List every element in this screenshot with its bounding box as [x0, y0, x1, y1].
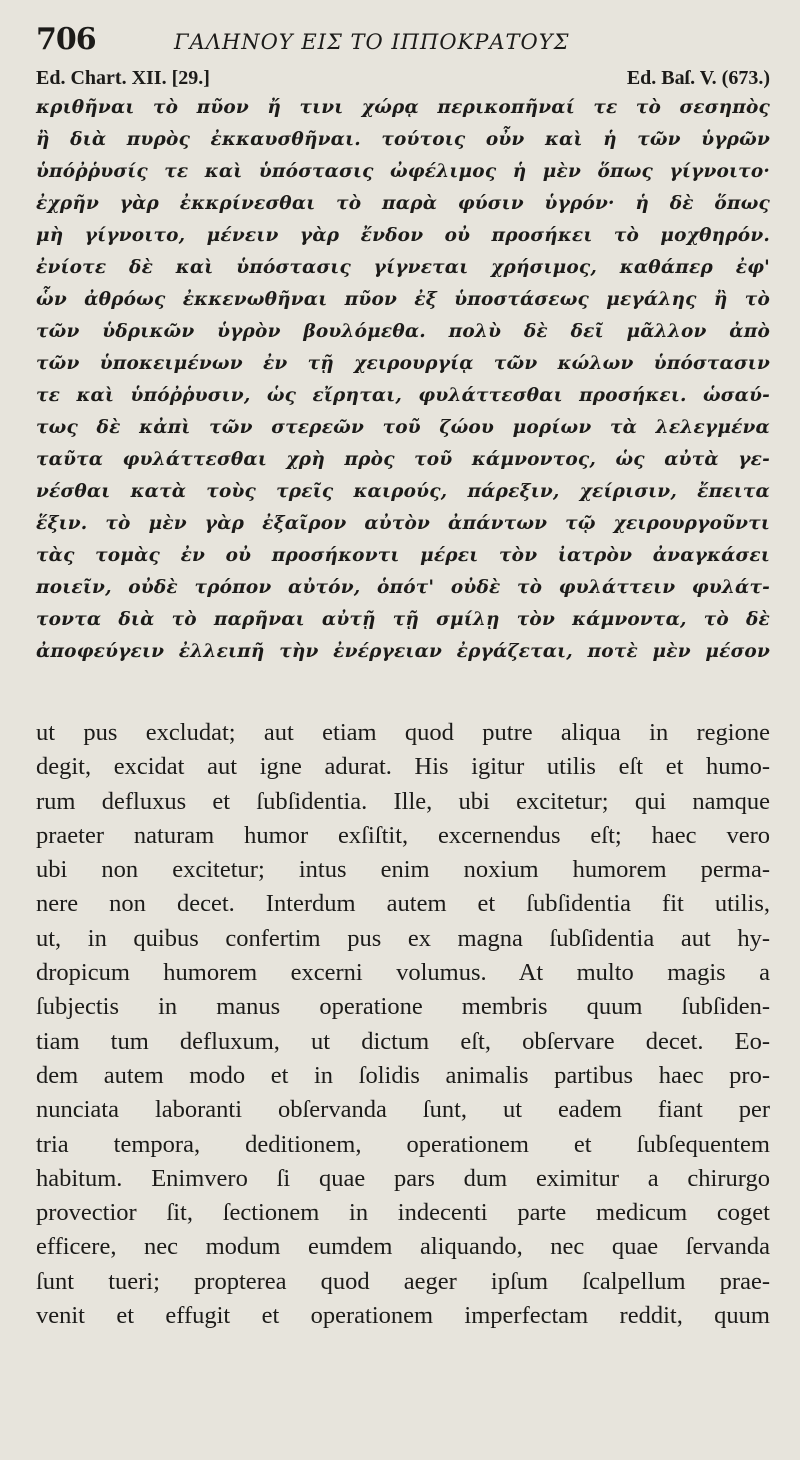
greek-line: τῶν ὑποκειμένων ἐν τῇ χειρουργίᾳ τῶν κώλων ὑπόστασιν: [36, 353, 770, 374]
greek-line: ὑπόῤῥυσίς τε καὶ ὑπόστασις ὠφέλιμος ἡ μὲν ὅπως γίγνοιτο·: [36, 161, 770, 182]
latin-line: dropicum humorem excerni volumus. At multo magis a: [36, 959, 770, 987]
latin-line: venit et effugit et operationem imperfectam reddit, quum: [36, 1302, 770, 1330]
greek-line: τοντα διὰ τὸ παρῆναι αὐτῇ τῇ σμίλῃ τὸν κάμνοντα, τὸ δὲ: [36, 609, 770, 630]
latin-line: ut, in quibus confertim pus ex magna ſubſidentia aut hy-: [36, 924, 770, 952]
greek-line: τε καὶ ὑπόῤῥυσιν, ὡς εἴρηται, φυλάττεσθαι προσήκει. ὡσαύ-: [36, 385, 770, 406]
greek-line: ἐνίοτε δὲ καὶ ὑπόστασις γίγνεται χρήσιμος, καθάπερ ἐφ': [36, 257, 770, 278]
latin-line: degit, excidat aut igne adurat. His igitur utilis eſt et humo-: [36, 753, 770, 781]
greek-line: κριθῆναι τὸ πῦον ἤ τινι χώρᾳ περικοπῆναί τε τὸ σεσηπὸς: [36, 97, 770, 118]
greek-line: νέσθαι κατὰ τοὺς τρεῖς καιρούς, πάρεξιν, χείρισιν, ἔπειτα: [36, 481, 770, 502]
latin-line: efficere, nec modum eumdem aliquando, nec quae ſervanda: [36, 1233, 770, 1261]
edition-right: Ed. Baſ. V. (673.): [626, 67, 770, 89]
latin-line: praeter naturam humor exſiſtit, excernendus eſt; haec vero: [36, 821, 770, 849]
latin-line: tria tempora, deditionem, operationem et ſubſequentem: [36, 1130, 770, 1158]
greek-line: ποιεῖν, οὐδὲ τρόπον αὐτόν, ὁπότ' οὐδὲ τὸ φυλάττειν φυλάτ-: [36, 577, 770, 598]
latin-line: ut pus excludat; aut etiam quod putre aliqua in regione: [36, 719, 770, 746]
greek-line: ταῦτα φυλάττεσθαι χρὴ πρὸς τοῦ κάμνοντος, ὡς αὐτὰ γε-: [36, 449, 770, 470]
greek-line: ἕξιν. τὸ μὲν γὰρ ἐξαῖρον αὐτὸν ἀπάντων τῷ χειρουργοῦντι: [36, 513, 770, 534]
greek-line: ἀποφεύγειν ἐλλειπῆ τὴν ἐνέργειαν ἐργάζεται, ποτὲ μὲν μέσον: [36, 641, 770, 662]
latin-line: ubi non excitetur; intus enim noxium humorem perma-: [36, 856, 770, 884]
latin-line: ſunt tueri; propterea quod aeger ipſum ſcalpellum prae-: [36, 1267, 770, 1295]
latin-line: nunciata laboranti obſervanda ſunt, ut eadem fiant per: [36, 1096, 770, 1124]
greek-line: ἢ διὰ πυρὸς ἐκκαυσθῆναι. τούτοις οὖν καὶ ἡ τῶν ὑγρῶν: [36, 129, 770, 150]
page-header: [36, 22, 770, 64]
latin-text-block: [36, 716, 770, 1333]
greek-line: τῶν ὑδρικῶν ὑγρὸν βουλόμεθα. πολὺ δὲ δεῖ μᾶλλον ἀπὸ: [36, 321, 770, 342]
greek-line: τὰς τομὰς ἐν οὐ προσήκοντι μέρει τὸν ἰατρὸν ἀναγκάσει: [36, 545, 770, 566]
edition-line: [36, 64, 770, 92]
latin-line: nere non decet. Interdum autem et ſubſidentia fit utilis,: [36, 890, 770, 918]
latin-line: tiam tum defluxum, ut dictum eſt, obſervare decet. Eo-: [36, 1027, 770, 1055]
greek-line: ἐχρῆν γὰρ ἐκκρίνεσθαι τὸ παρὰ φύσιν ὑγρόν· ἡ δὲ ὅπως: [36, 193, 770, 214]
greek-line: μὴ γίγνοιτο, μένειν γὰρ ἔνδον οὐ προσήκει τὸ μοχθηρόν.: [36, 225, 770, 246]
greek-line: ὧν ἀθρόως ἐκκενωθῆναι πῦον ἐξ ὑποστάσεως μεγάλης ἢ τὸ: [36, 289, 770, 310]
page-number: 706: [36, 22, 96, 57]
latin-line: provectior ſit, ſectionem in indecenti parte medicum coget: [36, 1199, 770, 1227]
running-title: ΓΑΛΗΝΟΥ ΕΙΣ ΤΟ ΙΠΠΟΚΡΑΤΟΥΣ: [174, 30, 570, 54]
edition-left: Ed. Chart. XII. [29.]: [36, 67, 210, 89]
latin-line: habitum. Enimvero ſi quae pars dum eximitur a chirurgo: [36, 1164, 770, 1192]
greek-line: τως δὲ κἀπὶ τῶν στερεῶν τοῦ ζώου μορίων τὰ λελεγμένα: [36, 417, 770, 438]
greek-text-block: [36, 92, 770, 668]
latin-line: dem autem modo et in ſolidis animalis partibus haec pro-: [36, 1061, 770, 1089]
latin-line: ſubjectis in manus operatione membris quum ſubſiden-: [36, 993, 770, 1021]
latin-line: rum defluxus et ſubſidentia. Ille, ubi excitetur; qui namque: [36, 787, 770, 815]
